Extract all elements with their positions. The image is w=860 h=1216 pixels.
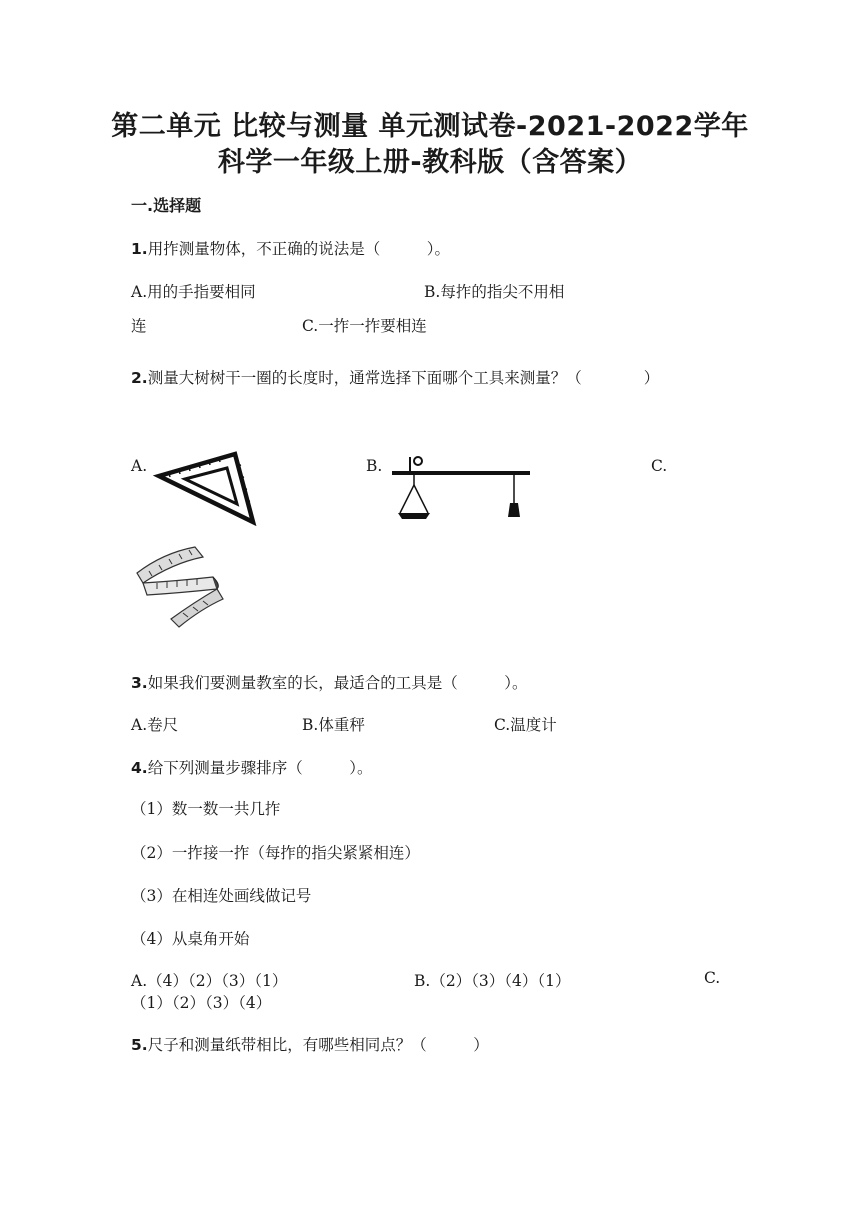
question-number: 5. <box>131 1036 148 1054</box>
q2-option-a: A. <box>131 457 148 475</box>
q4-step-2: （2）一拃接一拃（每拃的指尖紧紧相连） <box>131 844 420 862</box>
q1-option-b-continued: 连 <box>131 317 147 335</box>
triangle-ruler-icon <box>155 448 259 528</box>
question-text: 如果我们要测量教室的长，最适合的工具是（ ）。 <box>147 674 528 692</box>
question-text: 给下列测量步骤排序（ ）。 <box>147 759 373 777</box>
q2-option-c: C. <box>651 457 668 475</box>
q2-option-b: B. <box>366 457 383 475</box>
question-5 <box>131 1033 489 1055</box>
question-number: 3. <box>131 674 148 692</box>
question-number: 1. <box>131 240 148 258</box>
section-heading: 一.选择题 <box>131 196 202 215</box>
question-text: 测量大树树干一圈的长度时，通常选择下面哪个工具来测量？（ ） <box>147 369 660 387</box>
question-text: 用拃测量物体，不正确的说法是（ ）。 <box>147 240 450 258</box>
tape-measure-icon <box>133 545 223 627</box>
question-text: 尺子和测量纸带相比，有哪些相同点？（ ） <box>147 1036 489 1054</box>
exam-title-line-2: 科学一年级上册-教科版（含答案） <box>217 147 643 178</box>
question-4 <box>131 756 372 778</box>
question-3 <box>131 671 527 693</box>
q4-option-a: A.（4）（2）（3）（1） <box>131 972 288 990</box>
q3-option-b: B.体重秤 <box>302 716 365 734</box>
q4-option-c: C. <box>704 969 721 987</box>
q3-option-a: A.卷尺 <box>131 716 179 734</box>
q4-option-b: B.（2）（3）（4）（1） <box>414 972 571 990</box>
q4-step-3: （3）在相连处画线做记号 <box>131 887 312 905</box>
question-2 <box>131 366 659 388</box>
question-1 <box>131 237 450 259</box>
steelyard-scale-icon <box>392 455 534 523</box>
q4-step-1: （1）数一数一共几拃 <box>131 800 281 818</box>
q4-option-c-continued: （1）（2）（3）（4） <box>131 994 272 1012</box>
exam-title-line-1: 第二单元 比较与测量 单元测试卷-2021-2022学年 <box>111 111 749 142</box>
q4-step-4: （4）从桌角开始 <box>131 930 250 948</box>
q1-option-b: B.每拃的指尖不用相 <box>424 283 565 301</box>
question-number: 4. <box>131 759 148 777</box>
question-number: 2. <box>131 369 148 387</box>
q1-option-c: C.一拃一拃要相连 <box>302 317 427 335</box>
q3-option-c: C.温度计 <box>494 716 557 734</box>
q1-option-a: A.用的手指要相同 <box>131 283 256 301</box>
